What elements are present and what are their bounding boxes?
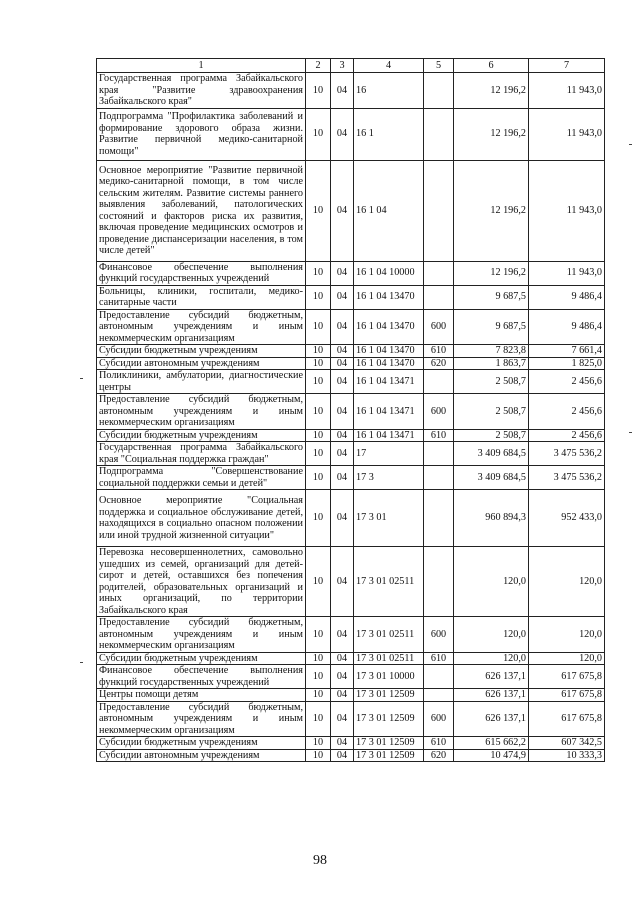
header-col-1: 1	[97, 59, 306, 73]
cell-section: 10	[306, 701, 331, 737]
cell-expense-type	[424, 285, 454, 309]
cell-amount-1: 10 474,9	[454, 749, 529, 762]
cell-amount-1: 120,0	[454, 617, 529, 653]
cell-amount-1: 626 137,1	[454, 689, 529, 702]
table-row	[97, 285, 605, 309]
cell-name: Предоставление субсидий бюджетным, автономным учреждениям и иным некоммерческим организациям	[97, 394, 306, 430]
cell-amount-1: 626 137,1	[454, 701, 529, 737]
cell-target-code: 17 3 01 02511	[354, 547, 424, 617]
cell-subsection: 04	[331, 737, 354, 750]
table-row	[97, 394, 605, 430]
cell-amount-1: 120,0	[454, 652, 529, 665]
cell-name: Основное мероприятие "Социальная поддержка и социальное обслуживание детей, находящихся в социально опасном положении или иной трудной жизненной ситуации"	[97, 490, 306, 547]
cell-amount-2: 2 456,6	[529, 394, 605, 430]
cell-expense-type	[424, 547, 454, 617]
cell-expense-type: 610	[424, 345, 454, 358]
cell-subsection: 04	[331, 285, 354, 309]
cell-subsection: 04	[331, 665, 354, 689]
cell-target-code: 17 3 01 12509	[354, 689, 424, 702]
cell-amount-2: 120,0	[529, 652, 605, 665]
cell-name: Субсидии бюджетным учреждениям	[97, 737, 306, 750]
cell-target-code: 17 3	[354, 466, 424, 490]
cell-subsection: 04	[331, 108, 354, 160]
cell-expense-type	[424, 160, 454, 261]
cell-subsection: 04	[331, 345, 354, 358]
cell-name: Субсидии автономным учреждениям	[97, 749, 306, 762]
cell-subsection: 04	[331, 394, 354, 430]
cell-subsection: 04	[331, 261, 354, 285]
cell-expense-type: 610	[424, 652, 454, 665]
cell-amount-2: 952 433,0	[529, 490, 605, 547]
cell-name: Государственная программа Забайкальского края "Социальная поддержка граждан"	[97, 442, 306, 466]
cell-amount-2: 617 675,8	[529, 701, 605, 737]
table-row	[97, 665, 605, 689]
cell-target-code: 17 3 01 02511	[354, 652, 424, 665]
cell-amount-1: 9 687,5	[454, 309, 529, 345]
cell-section: 10	[306, 547, 331, 617]
cell-expense-type: 600	[424, 617, 454, 653]
cell-expense-type: 600	[424, 701, 454, 737]
scan-mark	[629, 144, 632, 145]
cell-amount-2: 607 342,5	[529, 737, 605, 750]
cell-section: 10	[306, 108, 331, 160]
table-row	[97, 701, 605, 737]
cell-expense-type	[424, 490, 454, 547]
cell-amount-1: 615 662,2	[454, 737, 529, 750]
table-row	[97, 309, 605, 345]
cell-amount-2: 7 661,4	[529, 345, 605, 358]
cell-amount-2: 11 943,0	[529, 160, 605, 261]
cell-name: Финансовое обеспечение выполнения функций государственных учреждений	[97, 665, 306, 689]
cell-subsection: 04	[331, 160, 354, 261]
cell-target-code: 16 1 04 10000	[354, 261, 424, 285]
cell-subsection: 04	[331, 357, 354, 370]
cell-target-code: 17	[354, 442, 424, 466]
cell-amount-1: 12 196,2	[454, 160, 529, 261]
cell-amount-2: 3 475 536,2	[529, 466, 605, 490]
cell-amount-2: 10 333,3	[529, 749, 605, 762]
header-col-3: 3	[331, 59, 354, 73]
table-row	[97, 466, 605, 490]
cell-name: Финансовое обеспечение выполнения функций государственных учреждений	[97, 261, 306, 285]
cell-subsection: 04	[331, 466, 354, 490]
header-col-5: 5	[424, 59, 454, 73]
cell-section: 10	[306, 357, 331, 370]
cell-amount-1: 3 409 684,5	[454, 466, 529, 490]
cell-section: 10	[306, 370, 331, 394]
cell-amount-1: 9 687,5	[454, 285, 529, 309]
cell-section: 10	[306, 345, 331, 358]
cell-expense-type	[424, 442, 454, 466]
cell-expense-type: 600	[424, 309, 454, 345]
cell-target-code: 17 3 01 12509	[354, 737, 424, 750]
cell-section: 10	[306, 73, 331, 109]
table-row	[97, 749, 605, 762]
header-col-2: 2	[306, 59, 331, 73]
cell-name: Субсидии бюджетным учреждениям	[97, 345, 306, 358]
cell-expense-type	[424, 108, 454, 160]
table-row	[97, 442, 605, 466]
cell-target-code: 16 1 04 13470	[354, 285, 424, 309]
cell-name: Предоставление субсидий бюджетным, автономным учреждениям и иным некоммерческим организациям	[97, 309, 306, 345]
table-row	[97, 108, 605, 160]
cell-amount-1: 1 863,7	[454, 357, 529, 370]
cell-name: Центры помощи детям	[97, 689, 306, 702]
cell-name: Предоставление субсидий бюджетным, автономным учреждениям и иным некоммерческим организациям	[97, 617, 306, 653]
cell-section: 10	[306, 160, 331, 261]
scan-mark	[629, 432, 632, 433]
cell-target-code: 16 1 04 13470	[354, 357, 424, 370]
cell-section: 10	[306, 261, 331, 285]
cell-subsection: 04	[331, 652, 354, 665]
cell-target-code: 16 1 04	[354, 160, 424, 261]
cell-amount-1: 960 894,3	[454, 490, 529, 547]
cell-name: Субсидии автономным учреждениям	[97, 357, 306, 370]
cell-amount-1: 12 196,2	[454, 261, 529, 285]
cell-amount-2: 9 486,4	[529, 309, 605, 345]
cell-amount-2: 11 943,0	[529, 261, 605, 285]
cell-name: Основное мероприятие "Развитие первичной медико-санитарной помощи, в том числе сельским жителям. Развитие системы раннего выявления заболеваний, патологических состояний и факторов риска их развития, включая проведение медицинских осмотров и проведение диспансеризации населения, в том числе детей"	[97, 160, 306, 261]
cell-amount-2: 1 825,0	[529, 357, 605, 370]
table-row	[97, 345, 605, 358]
cell-amount-2: 617 675,8	[529, 689, 605, 702]
cell-expense-type	[424, 261, 454, 285]
cell-name: Подпрограмма "Совершенствование социальной поддержки семьи и детей"	[97, 466, 306, 490]
cell-section: 10	[306, 652, 331, 665]
cell-target-code: 17 3 01 02511	[354, 617, 424, 653]
cell-name: Государственная программа Забайкальского края "Развитие здравоохранения Забайкальского края"	[97, 73, 306, 109]
table-row	[97, 73, 605, 109]
table-row	[97, 652, 605, 665]
header-col-6: 6	[454, 59, 529, 73]
cell-section: 10	[306, 285, 331, 309]
cell-name: Субсидии бюджетным учреждениям	[97, 429, 306, 442]
cell-section: 10	[306, 429, 331, 442]
cell-target-code: 17 3 01	[354, 490, 424, 547]
cell-amount-2: 9 486,4	[529, 285, 605, 309]
cell-subsection: 04	[331, 309, 354, 345]
page-number: 98	[313, 853, 327, 868]
cell-section: 10	[306, 665, 331, 689]
table-row	[97, 737, 605, 750]
cell-amount-1: 12 196,2	[454, 73, 529, 109]
cell-amount-2: 120,0	[529, 547, 605, 617]
cell-subsection: 04	[331, 73, 354, 109]
cell-expense-type: 620	[424, 749, 454, 762]
cell-target-code: 16 1 04 13471	[354, 429, 424, 442]
table-row	[97, 370, 605, 394]
cell-target-code: 17 3 01 10000	[354, 665, 424, 689]
cell-target-code: 17 3 01 12509	[354, 701, 424, 737]
cell-section: 10	[306, 309, 331, 345]
cell-subsection: 04	[331, 701, 354, 737]
table-header-row	[97, 59, 605, 73]
cell-amount-1: 3 409 684,5	[454, 442, 529, 466]
cell-name: Больницы, клиники, госпитали, медико-санитарные части	[97, 285, 306, 309]
budget-table	[96, 58, 605, 762]
cell-name: Предоставление субсидий бюджетным, автономным учреждениям и иным некоммерческим организациям	[97, 701, 306, 737]
cell-amount-1: 2 508,7	[454, 394, 529, 430]
scan-mark	[80, 378, 83, 379]
cell-subsection: 04	[331, 370, 354, 394]
cell-expense-type	[424, 466, 454, 490]
cell-target-code: 16 1 04 13471	[354, 370, 424, 394]
cell-subsection: 04	[331, 490, 354, 547]
cell-expense-type	[424, 370, 454, 394]
cell-name: Подпрограмма "Профилактика заболеваний и формирование здорового образа жизни. Развитие первичной медико-санитарной помощи"	[97, 108, 306, 160]
cell-section: 10	[306, 737, 331, 750]
cell-amount-1: 120,0	[454, 547, 529, 617]
cell-expense-type: 610	[424, 737, 454, 750]
table-row	[97, 429, 605, 442]
cell-amount-1: 2 508,7	[454, 429, 529, 442]
cell-amount-1: 12 196,2	[454, 108, 529, 160]
header-col-4: 4	[354, 59, 424, 73]
cell-section: 10	[306, 749, 331, 762]
table-row	[97, 490, 605, 547]
cell-target-code: 16 1 04 13470	[354, 309, 424, 345]
table-row	[97, 160, 605, 261]
table-body	[97, 73, 605, 762]
cell-section: 10	[306, 617, 331, 653]
cell-section: 10	[306, 394, 331, 430]
table-row	[97, 357, 605, 370]
header-col-7: 7	[529, 59, 605, 73]
table-row	[97, 689, 605, 702]
cell-amount-1: 626 137,1	[454, 665, 529, 689]
cell-subsection: 04	[331, 442, 354, 466]
cell-name: Поликлиники, амбулатории, диагностические центры	[97, 370, 306, 394]
cell-target-code: 16	[354, 73, 424, 109]
cell-section: 10	[306, 442, 331, 466]
cell-subsection: 04	[331, 429, 354, 442]
cell-expense-type: 620	[424, 357, 454, 370]
cell-subsection: 04	[331, 689, 354, 702]
cell-target-code: 16 1	[354, 108, 424, 160]
cell-expense-type	[424, 73, 454, 109]
cell-amount-2: 2 456,6	[529, 370, 605, 394]
cell-subsection: 04	[331, 547, 354, 617]
cell-amount-2: 2 456,6	[529, 429, 605, 442]
cell-expense-type	[424, 665, 454, 689]
cell-name: Перевозка несовершеннолетних, самовольно ушедших из семей, организаций для детей-сирот и детей, оставшихся без попечения родителей, образовательных организаций и иных организаций, по территории Забайкальского края	[97, 547, 306, 617]
cell-amount-1: 7 823,8	[454, 345, 529, 358]
cell-subsection: 04	[331, 749, 354, 762]
scan-mark	[80, 662, 83, 663]
table-row	[97, 547, 605, 617]
cell-amount-2: 617 675,8	[529, 665, 605, 689]
cell-section: 10	[306, 466, 331, 490]
cell-amount-2: 120,0	[529, 617, 605, 653]
cell-amount-2: 3 475 536,2	[529, 442, 605, 466]
cell-amount-2: 11 943,0	[529, 73, 605, 109]
cell-expense-type: 610	[424, 429, 454, 442]
cell-section: 10	[306, 689, 331, 702]
cell-section: 10	[306, 490, 331, 547]
cell-target-code: 17 3 01 12509	[354, 749, 424, 762]
cell-amount-2: 11 943,0	[529, 108, 605, 160]
cell-name: Субсидии бюджетным учреждениям	[97, 652, 306, 665]
cell-expense-type: 600	[424, 394, 454, 430]
cell-target-code: 16 1 04 13471	[354, 394, 424, 430]
cell-expense-type	[424, 689, 454, 702]
cell-subsection: 04	[331, 617, 354, 653]
table-row	[97, 617, 605, 653]
cell-target-code: 16 1 04 13470	[354, 345, 424, 358]
table-row	[97, 261, 605, 285]
cell-amount-1: 2 508,7	[454, 370, 529, 394]
